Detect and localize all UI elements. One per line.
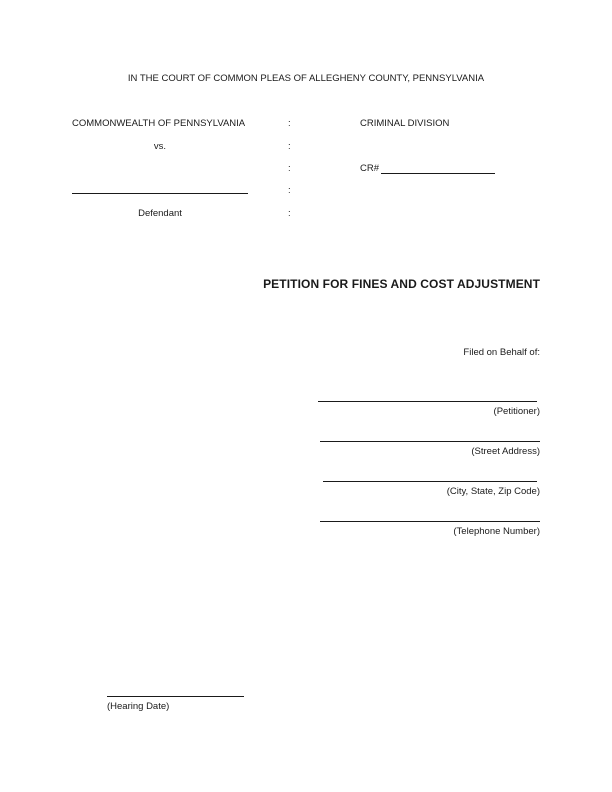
street-address-label: (Street Address) xyxy=(471,446,540,457)
versus-text: vs. xyxy=(153,141,167,152)
petitioner-line[interactable] xyxy=(318,401,537,402)
petition-title: PETITION FOR FINES AND COST ADJUSTMENT xyxy=(263,277,540,291)
city-state-zip-line[interactable] xyxy=(323,481,537,482)
filed-on-behalf-label: Filed on Behalf of: xyxy=(463,347,540,358)
caption-separator: : xyxy=(288,163,291,174)
street-address-line[interactable] xyxy=(320,441,540,442)
hearing-date-label: (Hearing Date) xyxy=(107,701,170,712)
caption-separator: : xyxy=(288,118,291,129)
plaintiff-name: COMMONWEALTH OF PENNSYLVANIA xyxy=(72,118,246,129)
defendant-name-line[interactable] xyxy=(72,193,248,194)
division-name: CRIMINAL DIVISION xyxy=(360,118,450,129)
caption-separator: : xyxy=(288,185,291,196)
caption-separator: : xyxy=(288,208,291,219)
defendant-label: Defendant xyxy=(138,208,182,219)
telephone-label: (Telephone Number) xyxy=(453,526,540,537)
caption-separator: : xyxy=(288,141,291,152)
case-number-line[interactable] xyxy=(381,173,495,174)
telephone-line[interactable] xyxy=(320,521,540,522)
city-state-zip-label: (City, State, Zip Code) xyxy=(446,486,540,497)
court-heading: IN THE COURT OF COMMON PLEAS OF ALLEGHENY COUNTY, PENNSYLVANIA xyxy=(127,73,485,84)
case-number-label: CR# xyxy=(360,163,380,174)
petitioner-label: (Petitioner) xyxy=(493,406,540,417)
hearing-date-line[interactable] xyxy=(107,696,244,697)
